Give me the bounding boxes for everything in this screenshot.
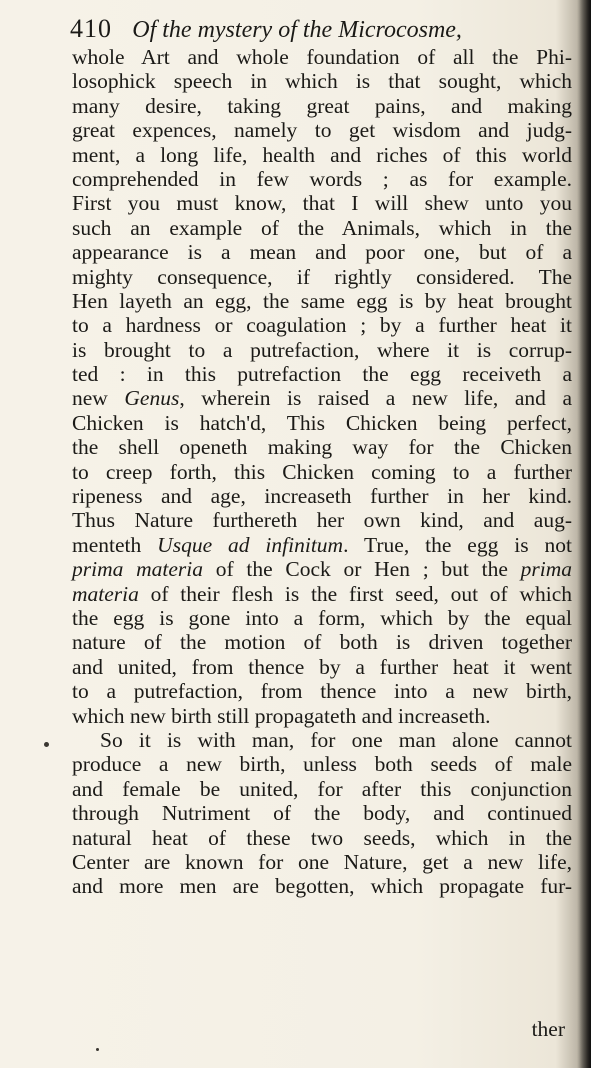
text-line: First you must know, that I will shew unto you — [72, 191, 572, 216]
text-line: to a hardness or coagulation ; by a further heat it — [72, 313, 572, 338]
text-line: to creep forth, this Chicken coming to a further — [72, 459, 572, 484]
page-edge-shadow — [577, 0, 591, 1068]
text-line: nature of the motion of both is driven together — [72, 630, 572, 655]
text-line: Hen layeth an egg, the same egg is by heat brought — [72, 288, 572, 313]
text-line: new Genus, wherein is raised a new life, and a — [72, 386, 572, 411]
page-number: 410 — [70, 14, 112, 43]
text-line: mighty consequence, if rightly considered. The — [72, 264, 572, 289]
text-line: natural heat of these two seeds, which in the — [72, 825, 572, 850]
text-line: produce a new birth, unless both seeds of male — [72, 752, 572, 777]
text-line: the egg is gone into a form, which by the equal — [72, 605, 572, 630]
text-line: losophick speech in which is that sought, which — [72, 69, 572, 94]
catchword: ther — [531, 1017, 565, 1041]
paragraph-end-line: which new birth still propagateth and increaseth. — [72, 703, 491, 728]
text-line: ripeness and age, increaseth further in her kind. — [72, 484, 572, 509]
text-line: ted : in this putrefaction the egg receiveth a — [72, 362, 572, 387]
running-title: Of the mystery of the Microcosme, — [132, 17, 462, 43]
text-line: menteth Usque ad infinitum. True, the egg is not — [72, 532, 572, 557]
paragraph-start-line: So it is with man, for one man alone cannot — [100, 727, 572, 752]
text-line: is brought to a putrefaction, where it is corrup- — [72, 337, 572, 362]
text-line: and more men are begotten, which propagate fur- — [72, 874, 572, 899]
text-line: through Nutriment of the body, and continued — [72, 801, 572, 826]
text-line: Center are known for one Nature, get a new life, — [72, 849, 572, 874]
text-line: appearance is a mean and poor one, but of a — [72, 240, 572, 265]
text-line: Chicken is hatch'd, This Chicken being perfect, — [72, 410, 572, 435]
ink-speck — [44, 742, 49, 747]
body-text — [72, 45, 572, 899]
text-line: whole Art and whole foundation of all the Phi- — [72, 45, 572, 69]
text-line: ment, a long life, health and riches of this world — [72, 142, 572, 167]
text-line: and united, from thence by a further heat it went — [72, 654, 572, 679]
text-line: great expences, namely to get wisdom and judg- — [72, 118, 572, 143]
text-line: to a putrefaction, from thence into a new birth, — [72, 679, 572, 704]
ink-speck — [96, 1048, 99, 1051]
text-line: comprehended in few words ; as for example. — [72, 166, 572, 191]
text-line: and female be united, for after this conjunction — [72, 776, 572, 801]
text-line: prima materia of the Cock or Hen ; but the prima — [72, 557, 572, 582]
text-line: the shell openeth making way for the Chicken — [72, 435, 572, 460]
text-line: materia of their flesh is the first seed, out of which — [72, 581, 572, 606]
text-line: such an example of the Animals, which in the — [72, 215, 572, 240]
page-header — [70, 12, 570, 46]
text-line: many desire, taking great pains, and making — [72, 93, 572, 118]
text-line: Thus Nature furthereth her own kind, and aug- — [72, 508, 572, 533]
